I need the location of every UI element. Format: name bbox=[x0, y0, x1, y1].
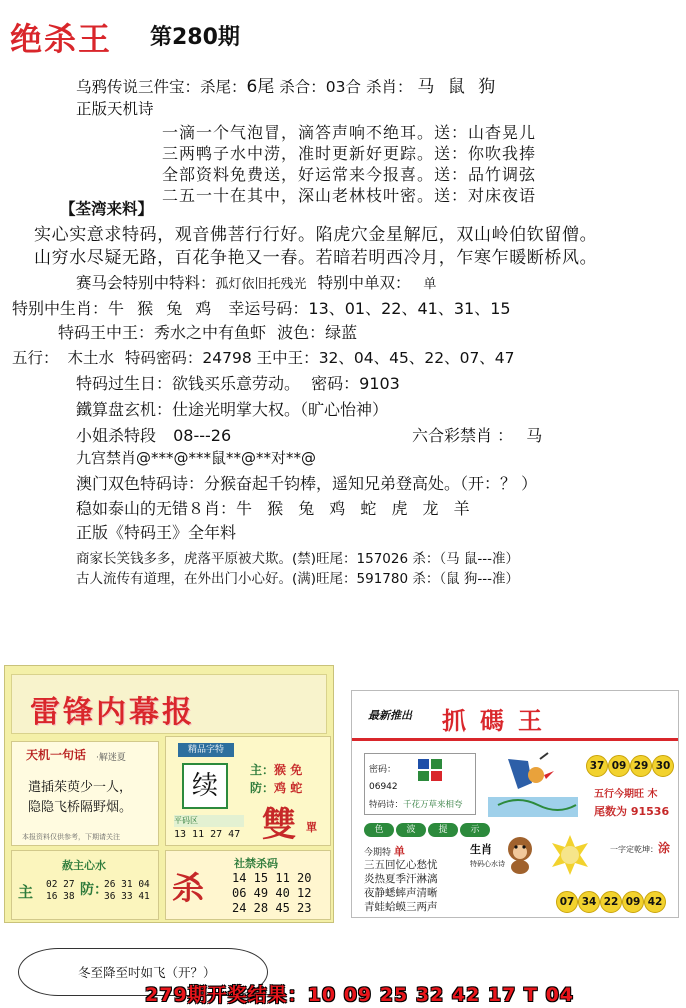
zhongsheng-line bbox=[12, 296, 511, 319]
mima-r-value: 06942 bbox=[369, 782, 398, 792]
quanwan-title: 【荃湾来料】 bbox=[60, 200, 154, 218]
taishan-label: 稳如泰山的无错８肖： bbox=[76, 499, 237, 518]
draw-result: 279期开奖结果：10 09 25 32 42 17 T 04 bbox=[145, 984, 575, 1006]
fang-row bbox=[250, 779, 302, 796]
jiugong-line bbox=[76, 447, 316, 468]
zhongsheng-value: 牛 猴 兔 鸡 bbox=[108, 299, 216, 318]
bottom-ball-4: 09 bbox=[622, 891, 644, 913]
jiugong-label: 九宫禁肖 bbox=[76, 449, 137, 467]
bottom-ball-3: 22 bbox=[600, 891, 622, 913]
saima-value2: 单 bbox=[423, 277, 437, 292]
ws-row bbox=[594, 803, 669, 819]
mima-value: 24798 bbox=[202, 349, 252, 367]
tianji-box bbox=[11, 741, 159, 846]
pill-shi: 示 bbox=[460, 823, 490, 837]
suanpan-line bbox=[76, 397, 388, 420]
shejin-head: 社禁杀码 bbox=[234, 857, 278, 870]
crow-tail: 6尾 bbox=[246, 77, 275, 97]
shejin-row-1: 14 15 11 20 bbox=[232, 871, 312, 885]
shejin-row-3: 24 28 45 23 bbox=[232, 901, 312, 915]
crow-label: 乌鸦传说三件宝：杀尾： bbox=[76, 78, 247, 96]
saima-value: 孤灯依旧托残光 bbox=[215, 277, 307, 292]
quannian-title: 正版《特码王》全年料 bbox=[76, 523, 237, 542]
sha-char: 杀 bbox=[172, 869, 205, 907]
jiugong-value: @***@***鼠**@**对**@ bbox=[136, 449, 317, 467]
xinshui-head: 赦主心水 bbox=[62, 859, 106, 872]
birthday-pw-label: 密码： bbox=[311, 374, 360, 393]
tmsx-label: 特码诗： bbox=[369, 800, 404, 810]
xinshui-right-2: 36 33 41 bbox=[104, 891, 150, 902]
pill-ti: 提 bbox=[428, 823, 458, 837]
r-line-3: 夜静蟋蟀声清晰 bbox=[364, 887, 438, 899]
crow-xiao: 马 鼠 狗 bbox=[417, 77, 500, 97]
today-label: 今期特 bbox=[364, 848, 392, 858]
mima-label: 特码密码： bbox=[124, 349, 203, 367]
wang-label: 特码王中王： bbox=[58, 323, 155, 342]
zhuamawang-title: 抓碼王 bbox=[442, 706, 556, 735]
leifeng-header bbox=[11, 674, 327, 734]
monkey-icon bbox=[500, 831, 540, 875]
tianji-line-3: 全部资料免费送，好运常来今报喜。送：品竹调弦 bbox=[162, 165, 537, 184]
wang-value: 秀水之中有鱼虾 bbox=[154, 323, 267, 342]
taishan-line bbox=[76, 496, 475, 519]
xu-char: 续 bbox=[182, 763, 228, 809]
tianji-box-poem-2: 隐隐飞桥隔野烟。 bbox=[28, 800, 133, 815]
wzw-value: 32、04、45、22、07、47 bbox=[318, 349, 515, 367]
wuxing-label: 五行： bbox=[12, 349, 59, 367]
xinshui-zhu: 主 bbox=[18, 883, 34, 901]
today-value: 单 bbox=[393, 845, 405, 858]
xiaojie-value: 08---26 bbox=[173, 426, 232, 445]
tianji-line-1: 一滴一个气泡冒，滴答声响不绝耳。送：山杳晃儿 bbox=[162, 123, 537, 142]
r-line-1: 三五回忆心愁忧 bbox=[364, 859, 438, 871]
birthday-value: 欲钱买乐意劳动。 bbox=[172, 374, 301, 393]
zhuamawang-poster bbox=[351, 690, 679, 918]
xinshui-box bbox=[11, 850, 159, 920]
macau-line bbox=[76, 471, 537, 494]
leifeng-title: 雷锋内幕报 bbox=[30, 695, 195, 730]
top-ball-4: 30 bbox=[652, 755, 674, 777]
special-line-2: 古人流传有道理，在外出门小心好。(满)旺尾：591780 杀：（鼠 狗---准） bbox=[76, 571, 520, 587]
fang-value: 鸡 蛇 bbox=[274, 781, 303, 795]
lucky-numbers: 13、01、22、41、31、15 bbox=[308, 299, 511, 318]
crow-line bbox=[76, 72, 499, 97]
saima-label: 赛马会特别中特料： bbox=[76, 274, 216, 292]
tianji-box-footnote: 本报资料仅供参考，下期请关注 bbox=[22, 833, 120, 841]
top-ball-2: 09 bbox=[608, 755, 630, 777]
birthday-pw: 9103 bbox=[359, 374, 400, 393]
liuhe-label: 六合彩禁肖 ： bbox=[412, 426, 514, 445]
tianji-box-head: 天机一句话 bbox=[26, 748, 87, 762]
zhongsheng-label: 特别中生肖： bbox=[12, 299, 109, 318]
wx-label: 五行今期旺 bbox=[594, 789, 644, 800]
tianji-line-2: 三两鸭子水中涝，准时更新好更踪。送：你吹我捧 bbox=[162, 144, 537, 163]
wx-row bbox=[594, 785, 657, 800]
quanwan-line-1: 实心实意求特码，观音佛菩行行好。陷虎穴金星解厄，双山岭伯钦留僧。 bbox=[34, 225, 598, 245]
wuxing-value: 木土水 bbox=[67, 349, 114, 367]
lucky-label: 幸运号码： bbox=[228, 299, 309, 318]
pingma-label: 平码区 bbox=[174, 815, 244, 827]
birthday-line bbox=[76, 371, 400, 394]
wx-value: 木 bbox=[647, 789, 658, 800]
macau-value: 分猴奋起千钧棒，遥知兄弟登高处。（开：？ ） bbox=[204, 474, 538, 493]
zhu-row bbox=[250, 761, 302, 778]
wang-line bbox=[58, 320, 357, 343]
mima-row bbox=[369, 762, 396, 775]
zhuamawang-header bbox=[352, 691, 678, 741]
top-ball-1: 37 bbox=[586, 755, 608, 777]
saima-label2: 特别中单双： bbox=[317, 274, 411, 292]
xinshui-fang: 防： bbox=[80, 882, 108, 898]
bottom-ball-5: 42 bbox=[644, 891, 666, 913]
leifeng-poster bbox=[4, 665, 334, 923]
logo-icon bbox=[417, 758, 443, 782]
liuhe-value: 马 bbox=[526, 426, 543, 445]
macau-label: 澳门双色特码诗： bbox=[76, 474, 205, 493]
shuang-char: 雙 bbox=[262, 805, 296, 845]
pill-se: 色 bbox=[364, 823, 394, 837]
sx-label: 生肖 bbox=[470, 843, 492, 856]
xiaojie-label: 小姐杀特段 bbox=[76, 426, 157, 445]
liuhe-line bbox=[412, 423, 542, 446]
tianji-box-sub: ·解迷夏 bbox=[96, 753, 126, 763]
tianji-line-4: 二五一十在其中，深山老林枝叶密。送：对床夜语 bbox=[162, 186, 537, 205]
issue-number: 第280期 bbox=[150, 25, 240, 50]
crow-he-label: 杀合： bbox=[279, 78, 326, 96]
pingma-numbers: 13 11 27 47 bbox=[174, 829, 241, 840]
wave-value: 绿蓝 bbox=[325, 323, 358, 342]
bottom-ball-1: 07 bbox=[556, 891, 578, 913]
shejin-row-2: 06 49 40 12 bbox=[232, 886, 312, 900]
mima-r-label: 密码： bbox=[369, 765, 397, 775]
quanwan-line-2: 山穷水尽疑无路，百花争艳又一春。若暗若明西冷月，乍寒乍暖断桥风。 bbox=[34, 248, 598, 268]
jingpin-box bbox=[165, 736, 331, 846]
zhu-value: 猴 免 bbox=[274, 763, 303, 777]
tianji-box-poem-1: 遣插茱萸少一人， bbox=[28, 780, 133, 795]
sx-note: 特码心水诗 bbox=[470, 860, 505, 868]
xinshui-left-1: 02 27 bbox=[46, 879, 75, 890]
birthday-label: 特码过生日： bbox=[76, 374, 173, 393]
shejin-box bbox=[165, 850, 331, 920]
wzw-label: 王中王： bbox=[256, 349, 319, 367]
zhuamawang-new: 最新推出 bbox=[368, 709, 412, 722]
zhu-label: 主： bbox=[250, 763, 275, 777]
cloud-text: 冬至降至吋如飞（开？） bbox=[78, 965, 216, 980]
crow-xiao-label: 杀肖： bbox=[365, 78, 413, 96]
yizi-value: 涂 bbox=[658, 841, 671, 855]
ws-value: 91536 bbox=[630, 805, 670, 818]
crow-he: 03合 bbox=[325, 78, 362, 96]
saima-line bbox=[76, 271, 436, 293]
tmsx-value: 千花万草来相夸 bbox=[403, 800, 463, 810]
xiaojie-line bbox=[76, 423, 231, 446]
special-line-1: 商家长笑钱多多，虎落平原被犬欺。(禁)旺尾：157026 杀：（马 鼠---准） bbox=[76, 551, 520, 567]
suanpan-value: 仕途光明掌大权。（旷心怡神） bbox=[172, 400, 389, 419]
top-ball-3: 29 bbox=[630, 755, 652, 777]
jingpin-label: 精品字特 bbox=[178, 743, 234, 757]
ws-label: 尾数为 bbox=[594, 805, 627, 818]
mima-box bbox=[364, 753, 476, 815]
tianji-title: 正版天机诗 bbox=[76, 100, 154, 118]
pill-bo: 波 bbox=[396, 823, 426, 837]
bottom-ball-2: 34 bbox=[578, 891, 600, 913]
page-title: 绝杀王 bbox=[10, 20, 113, 58]
r-line-4: 青蛙蛤蟆三两声 bbox=[364, 901, 438, 913]
wuxing-line bbox=[12, 346, 515, 368]
tmsx-row bbox=[369, 798, 463, 810]
sun-icon bbox=[548, 833, 592, 877]
yizi-label: 一字定乾坤： bbox=[610, 845, 658, 854]
wave-label: 波色： bbox=[277, 323, 326, 342]
taishan-value: 牛 猴 兔 鸡 蛇 虎 龙 羊 bbox=[236, 499, 475, 518]
bird-illustration-icon bbox=[488, 749, 578, 817]
xinshui-left-2: 16 38 bbox=[46, 891, 75, 902]
mima-value-row bbox=[369, 782, 398, 792]
r-line-2: 炎热夏季汗淋漓 bbox=[364, 873, 438, 885]
xinshui-right-1: 26 31 04 bbox=[104, 879, 150, 890]
suanpan-label: 鐵算盘玄机： bbox=[76, 400, 173, 419]
fang-label: 防： bbox=[250, 781, 275, 795]
dan-char: 單 bbox=[306, 821, 317, 834]
yizi-row bbox=[610, 839, 670, 856]
